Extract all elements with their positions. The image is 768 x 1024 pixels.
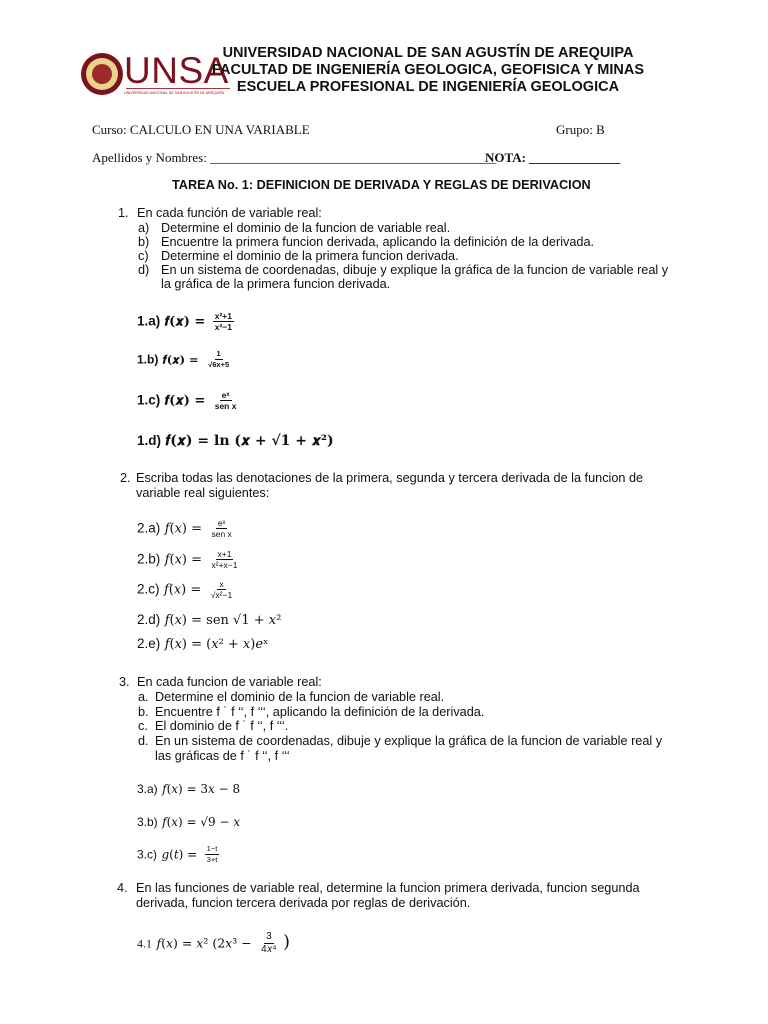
eq-2c-lhs: 𝑓(𝑥) = [163, 582, 202, 598]
q4-line-1: En las funciones de variable real, determine la funcion primera derivada, funcion segunda [136, 881, 640, 895]
eq-1b-num: 1 [216, 349, 221, 358]
q1-item-b-label: b) [138, 235, 150, 249]
eq-3b-label: 3.b) [137, 815, 158, 829]
eq-2c-num: x [219, 579, 224, 589]
eq-3b [137, 813, 240, 831]
q3-item-c-text: El dominio de f ˙ f ‘‘, f ‘‘‘. [155, 719, 289, 733]
course-label: Curso: CALCULO EN UNA VARIABLE [92, 122, 310, 137]
eq-3c-fraction [205, 844, 220, 865]
logo-text: UNSA [124, 50, 229, 91]
eq-2b-label: 2.b) [137, 551, 161, 567]
eq-3c [137, 844, 219, 865]
eq-2a-lhs: 𝑓(𝑥) = [164, 521, 203, 537]
eq-4-1-label: 4.1 [137, 936, 152, 951]
eq-2a-label: 2.a) [137, 520, 161, 536]
eq-2c-label: 2.c) [137, 581, 160, 597]
q1-item-c-text: Determine el dominio de la primera funcion derivada. [161, 249, 459, 263]
eq-2b-fraction [209, 549, 239, 570]
eq-1b [137, 349, 231, 370]
eq-1d-expr: 𝒇(𝒙) = 𝐥𝐧 (𝒙 + √𝟏 + 𝒙²) [165, 433, 334, 449]
eq-3b-expr: 𝑓(𝑥) = √9 − 𝑥 [162, 815, 241, 829]
q3-item-b-text: Encuentre f ˙ f ‘‘, f ‘‘‘, aplicando la definición de la derivada. [155, 705, 485, 719]
q3-item-d-cont: las gráficas de f ˙ f ‘‘, f ‘‘‘ [155, 749, 290, 763]
q1-item-d-cont: la gráfica de la primera funcion derivada. [161, 277, 391, 291]
q1-item-a-text: Determine el dominio de la funcion de variable real. [161, 221, 451, 235]
eq-1d [137, 432, 334, 450]
eq-3c-den: 3+t [206, 855, 218, 864]
eq-2c-den: √x²−1 [210, 590, 233, 600]
logo-subtext: UNIVERSIDAD NACIONAL DE SAN AGUSTÍN DE AREQUIPA [124, 91, 225, 95]
q4-line-2: derivada, funcion tercera derivada por reglas de derivación. [136, 896, 471, 910]
eq-2e-label: 2.e) [137, 636, 161, 651]
eq-1a [137, 311, 234, 332]
eq-1b-label: 1.b) [137, 352, 159, 367]
eq-2e-expr: 𝑓(𝑥) = (𝑥² + 𝑥)𝑒ˣ [164, 637, 269, 652]
eq-2b-num: x+1 [217, 549, 232, 559]
eq-1a-num: x²+1 [214, 311, 232, 321]
q1-item-c-label: c) [138, 249, 149, 263]
q1-number: 1. [118, 206, 129, 220]
eq-4-1-fraction [259, 931, 278, 956]
eq-1b-fraction [206, 349, 231, 370]
eq-2c-fraction [209, 579, 234, 600]
q1-item-d-text: En un sistema de coordenadas, dibuje y explique la gráfica de la funcion de variable real y [161, 263, 669, 277]
eq-1a-lhs: 𝒇(𝒙) = [164, 314, 206, 330]
q3-number: 3. [119, 675, 130, 689]
eq-1c-fraction [213, 390, 239, 411]
eq-2d [137, 611, 281, 629]
eq-3c-label: 3.c) [137, 847, 158, 862]
eq-2a [137, 518, 234, 539]
eq-1c [137, 390, 238, 411]
q1-item-b-text: Encuentre la primera funcion derivada, aplicando la definición de la derivada. [161, 235, 595, 249]
eq-3a [137, 780, 240, 798]
q1-item-d-label: d) [138, 263, 150, 277]
eq-2a-fraction [209, 518, 233, 539]
eq-3c-num: 1−t [206, 844, 218, 853]
eq-1c-den: sen x [214, 401, 237, 411]
q4-number: 4. [117, 881, 128, 895]
eq-4-1-lhs: 𝑓(𝑥) = 𝑥² (2𝑥³ − [156, 935, 252, 951]
eq-3c-lhs: 𝑔(𝑡) = [161, 847, 198, 862]
assignment-title: TAREA No. 1: DEFINICION DE DERIVADA Y REGLAS DE DERIVACION [172, 178, 591, 192]
eq-3a-label: 3.a) [137, 782, 158, 796]
eq-2b-den: x²+x−1 [211, 560, 238, 570]
eq-1c-label: 1.c) [137, 392, 161, 408]
q3-item-a-text: Determine el dominio de la funcion de variable real. [155, 690, 445, 704]
eq-2a-num: eˣ [217, 518, 226, 528]
q2-number: 2. [120, 471, 131, 485]
grade-field: NOTA: ______________ [485, 150, 621, 165]
eq-4-1-den: 4𝑥⁴ [261, 944, 277, 955]
eq-1b-den: √6x+5 [208, 360, 230, 369]
eq-4-1-num: 3 [266, 931, 272, 942]
eq-1a-fraction [213, 311, 234, 332]
eq-1c-num: eˣ [221, 390, 230, 400]
eq-2d-label: 2.d) [137, 612, 161, 627]
eq-1c-lhs: 𝒇(𝒙) = [164, 393, 206, 409]
q3-item-c-label: c. [138, 719, 148, 733]
group-label: Grupo: B [556, 122, 605, 137]
eq-1a-label: 1.a) [137, 313, 161, 329]
q3-item-d-text: En un sistema de coordenadas, dibuje y explique la gráfica de la funcion de variable real y [155, 734, 663, 748]
q2-line-1: Escriba todas las denotaciones de la primera, segunda y tercera derivada de la funcion de [136, 471, 644, 485]
eq-2c [137, 579, 234, 600]
eq-2a-den: sen x [211, 529, 232, 539]
q3-intro: En cada funcion de variable real: [137, 675, 322, 689]
name-field: Apellidos y Nombres: ____________________________________________ [92, 150, 497, 165]
eq-2e [137, 635, 269, 653]
q1-item-a-label: a) [138, 221, 150, 235]
eq-1b-lhs: 𝒇(𝒙) = [162, 352, 199, 367]
eq-4-1 [137, 931, 290, 956]
eq-4-1-tail: ) [283, 931, 291, 953]
q3-item-a-label: a. [138, 690, 149, 704]
eq-1d-label: 1.d) [137, 433, 162, 448]
header-line-3: ESCUELA PROFESIONAL DE INGENIERÍA GEOLOGICA [236, 79, 620, 95]
header-line-1: UNIVERSIDAD NACIONAL DE SAN AGUSTÍN DE AREQUIPA [222, 45, 634, 61]
eq-3a-expr: 𝑓(𝑥) = 3𝑥 − 8 [162, 782, 241, 796]
q2-line-2: variable real siguientes: [136, 486, 270, 500]
q3-item-b-label: b. [138, 705, 149, 719]
q3-item-d-label: d. [138, 734, 149, 748]
eq-2b-lhs: 𝑓(𝑥) = [164, 552, 203, 568]
q1-intro: En cada función de variable real: [137, 206, 322, 220]
eq-1a-den: x²−1 [214, 322, 232, 332]
header-line-2: FACULTAD DE INGENIERÍA GEOLOGICA, GEOFISICA Y MINAS [211, 62, 645, 78]
eq-2d-expr: 𝑓(𝑥) = sen √1 + 𝑥² [164, 613, 282, 628]
eq-2b [137, 549, 239, 570]
